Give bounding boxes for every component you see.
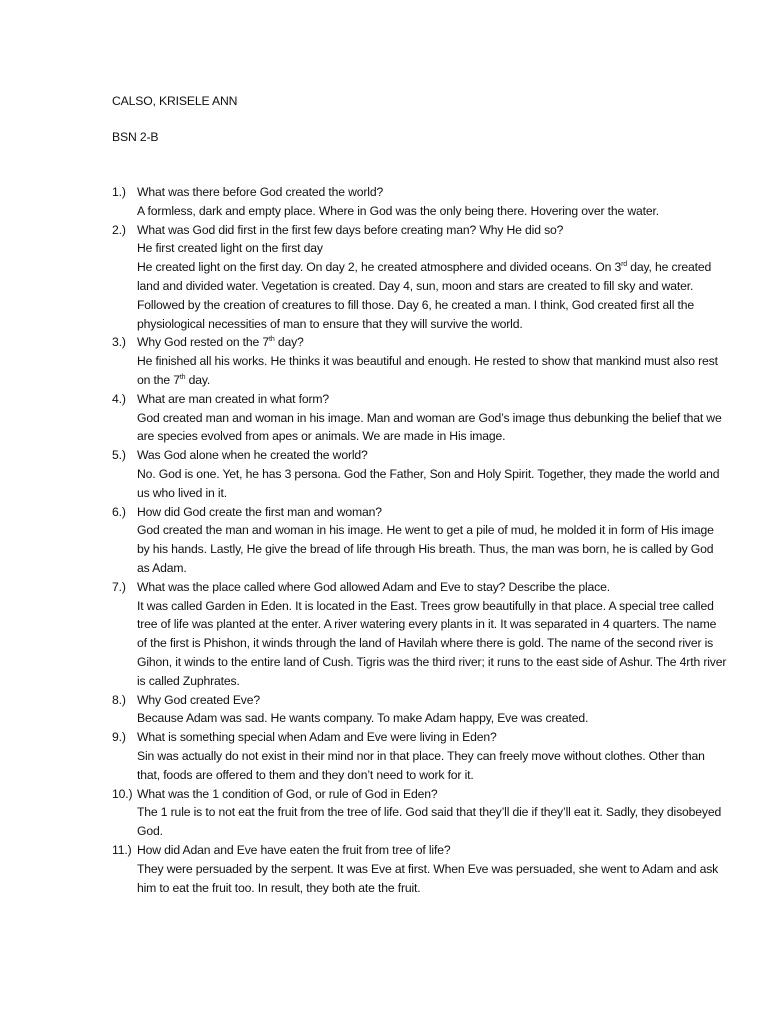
list-item — [112, 728, 728, 784]
question-segment: What was the 1 condition of God, or rule of God in Eden? — [137, 786, 438, 801]
list-item — [112, 841, 728, 897]
question-text — [137, 841, 728, 860]
question-segment: What are man created in what form? — [137, 391, 330, 406]
question-segment: Why God rested on the 7 — [137, 335, 270, 350]
answer-text — [137, 803, 728, 841]
list-item — [112, 578, 728, 691]
question-text — [137, 503, 728, 522]
answer-segment: God created man and woman in his image. Man and woman are God’s image thus debunking the belief that we are species evolved from apes or animals. We are made in His image. — [137, 410, 722, 444]
answer-text — [137, 239, 728, 333]
answer-text — [137, 409, 728, 447]
ordinal-superscript: th — [179, 374, 186, 382]
answer-segment: God created the man and woman in his image. He went to get a pile of mud, he molded it in form of His image by his hands. Lastly, He give the bread of life through His breath. Thus, the man was born, he is called by God as Adam. — [137, 523, 714, 576]
answer-segment: He created light on the first day. On day 2, he created atmosphere and divided oceans. On 3 — [137, 260, 622, 275]
question-segment: How did God create the first man and woman? — [137, 504, 382, 519]
list-item — [112, 503, 728, 578]
item-number: 5.) — [112, 448, 126, 463]
question-segment: What is something special when Adam and Eve were living in Eden? — [137, 730, 497, 745]
answer-segment: day, he created land and divided water. Vegetation is created. Day 4, sun, moon and stars are created to fill sky and water. Followed by the creation of creatures to fill those. Day 6, he created a man. I think, God created first all the physiological necessities of man to ensure that they will survive the world. — [137, 260, 712, 331]
answer-segment: A formless, dark and empty place. Where in God was the only being there. Hovering over the water. — [137, 203, 659, 218]
question-segment: day? — [274, 335, 304, 350]
student-name: CALSO, KRISELE ANN — [112, 94, 238, 108]
question-text — [137, 691, 728, 710]
list-item — [112, 333, 728, 389]
answer-text — [137, 747, 728, 785]
item-number: 3.) — [112, 335, 126, 350]
answer-text — [137, 202, 728, 221]
question-segment: What was the place called where God allowed Adam and Eve to stay? Describe the place. — [137, 579, 610, 594]
answer-segment: They were persuaded by the serpent. It was Eve at first. When Eve was persuaded, she went to Adam and ask him to eat the fruit too. In result, they both ate the fruit. — [137, 861, 719, 895]
item-number: 8.) — [112, 692, 126, 707]
item-number: 7.) — [112, 579, 126, 594]
answer-segment: Because Adam was sad. He wants company. To make Adam happy, Eve was created. — [137, 711, 589, 726]
question-answer-list — [112, 183, 728, 897]
item-number: 1.) — [112, 185, 126, 200]
answer-segment: Sin was actually do not exist in their mind nor in that place. They can freely move without clothes. Other than that, foods are offered to them and they don’t need to work for it. — [137, 749, 705, 782]
question-text — [137, 728, 728, 747]
answer-segment: The 1 rule is to not eat the fruit from the tree of life. God said that they’ll die if they’ll eat it. Sadly, they disobeyed God. — [137, 805, 722, 839]
question-text — [137, 333, 728, 352]
item-number: 2.) — [112, 222, 126, 237]
question-segment: What was God did first in the first few days before creating man? Why He did so? — [137, 222, 564, 237]
question-text — [137, 578, 728, 597]
list-item — [112, 390, 728, 446]
class-section: BSN 2-B — [112, 130, 159, 145]
ordinal-superscript: th — [269, 336, 275, 344]
question-segment: Was God alone when he created the world? — [137, 448, 368, 463]
question-segment: Why God created Eve? — [137, 692, 260, 707]
answer-text — [137, 860, 728, 898]
question-text — [137, 446, 728, 465]
answer-segment: He finished all his works. He thinks it was beautiful and enough. He rested to show that mankind must also rest on the 7 — [137, 354, 718, 388]
answer-text — [137, 597, 728, 691]
list-item — [112, 691, 728, 729]
answer-segment: It was called Garden in Eden. It is located in the East. Trees grow beautifully in that place. A special tree called tree of life was planted at the enter. A river watering every plants in it. It was separated in 4 quarters. The name of the first is Phishon, it winds through the land of Havilah where there is gold. The name of the second river is Gihon, it winds to the entire land of Cush. Tigris was the third river; it runs to the east side of Ashur. The 4rth river is called Zuphrates. — [137, 598, 727, 688]
item-number: 9.) — [112, 730, 126, 745]
answer-text — [137, 521, 728, 577]
question-segment: What was there before God created the world? — [137, 185, 384, 200]
answer-segment: He first created light on the first day — [137, 241, 323, 256]
item-number: 10.) — [112, 786, 133, 801]
item-number: 4.) — [112, 391, 126, 406]
list-item — [112, 183, 728, 221]
list-item — [112, 785, 728, 841]
answer-text — [137, 709, 728, 728]
item-number: 6.) — [112, 504, 126, 519]
list-item — [112, 446, 728, 502]
answer-segment: No. God is one. Yet, he has 3 persona. God the Father, Son and Holy Spirit. Together, they made the world and us who lived in it. — [137, 467, 720, 500]
list-item — [112, 221, 728, 334]
question-text — [137, 785, 728, 804]
answer-segment: day. — [185, 373, 211, 388]
question-text — [137, 183, 728, 202]
item-number: 11.) — [112, 842, 132, 857]
question-segment: How did Adan and Eve have eaten the fruit from tree of life? — [137, 842, 451, 857]
answer-text — [137, 465, 728, 503]
question-text — [137, 390, 728, 409]
ordinal-superscript: rd — [621, 261, 628, 269]
question-text — [137, 221, 728, 240]
answer-text — [137, 352, 728, 390]
